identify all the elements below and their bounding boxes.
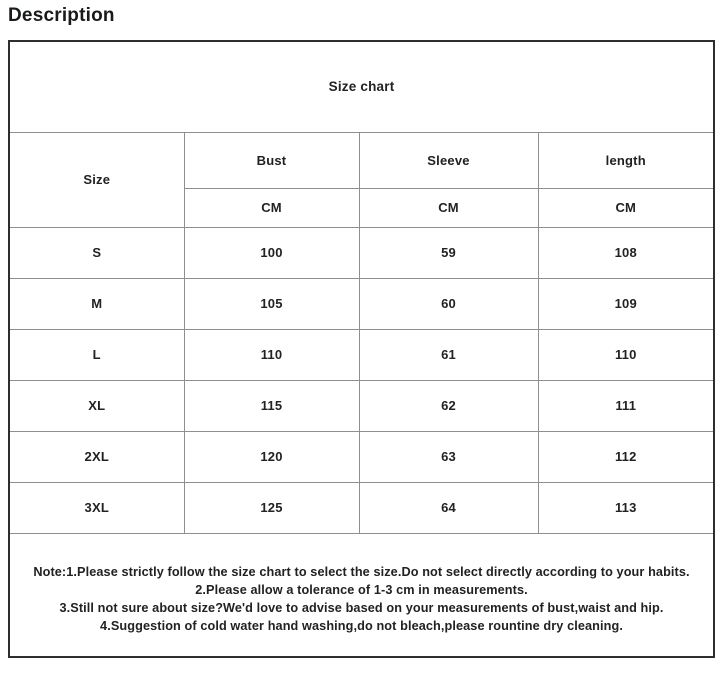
note-line-1: Note:1.Please strictly follow the size chart to select the size.Do not select directly according to your habits. xyxy=(33,564,690,579)
length-cell: 108 xyxy=(538,227,714,278)
length-unit: CM xyxy=(538,188,714,227)
length-cell: 112 xyxy=(538,431,714,482)
length-cell: 113 xyxy=(538,482,714,533)
sleeve-cell: 60 xyxy=(359,278,538,329)
size-cell: 3XL xyxy=(9,482,184,533)
table-row-xl xyxy=(9,380,714,431)
bust-cell: 120 xyxy=(184,431,359,482)
bust-unit: CM xyxy=(184,188,359,227)
size-chart-table xyxy=(8,40,715,658)
page-title: Description xyxy=(8,5,115,26)
size-cell: M xyxy=(9,278,184,329)
size-cell: XL xyxy=(9,380,184,431)
sleeve-cell: 59 xyxy=(359,227,538,278)
length-cell: 111 xyxy=(538,380,714,431)
size-cell: S xyxy=(9,227,184,278)
bust-cell: 115 xyxy=(184,380,359,431)
length-column-header: length xyxy=(538,132,714,188)
table-row-3xl xyxy=(9,482,714,533)
table-row-m xyxy=(9,278,714,329)
column-header-row xyxy=(9,132,714,188)
size-chart-title: Size chart xyxy=(9,41,714,132)
bust-cell: 100 xyxy=(184,227,359,278)
bust-column-header: Bust xyxy=(184,132,359,188)
sleeve-unit: CM xyxy=(359,188,538,227)
table-row-l xyxy=(9,329,714,380)
table-row-s xyxy=(9,227,714,278)
sleeve-column-header: Sleeve xyxy=(359,132,538,188)
size-cell: L xyxy=(9,329,184,380)
sleeve-cell: 63 xyxy=(359,431,538,482)
table-row-2xl xyxy=(9,431,714,482)
bust-cell: 125 xyxy=(184,482,359,533)
length-cell: 110 xyxy=(538,329,714,380)
size-chart-title-row xyxy=(9,41,714,132)
size-column-header: Size xyxy=(9,132,184,227)
sleeve-cell: 64 xyxy=(359,482,538,533)
size-cell: 2XL xyxy=(9,431,184,482)
bust-cell: 105 xyxy=(184,278,359,329)
note-line-3: 3.Still not sure about size?We'd love to advise based on your measurements of bust,waist and hip. xyxy=(59,600,664,615)
sleeve-cell: 62 xyxy=(359,380,538,431)
note-cell xyxy=(9,533,714,657)
sleeve-cell: 61 xyxy=(359,329,538,380)
length-cell: 109 xyxy=(538,278,714,329)
note-line-4: 4.Suggestion of cold water hand washing,do not bleach,please rountine dry cleaning. xyxy=(100,618,623,633)
note-row xyxy=(9,533,714,657)
note-line-2: 2.Please allow a tolerance of 1-3 cm in measurements. xyxy=(195,582,528,597)
bust-cell: 110 xyxy=(184,329,359,380)
